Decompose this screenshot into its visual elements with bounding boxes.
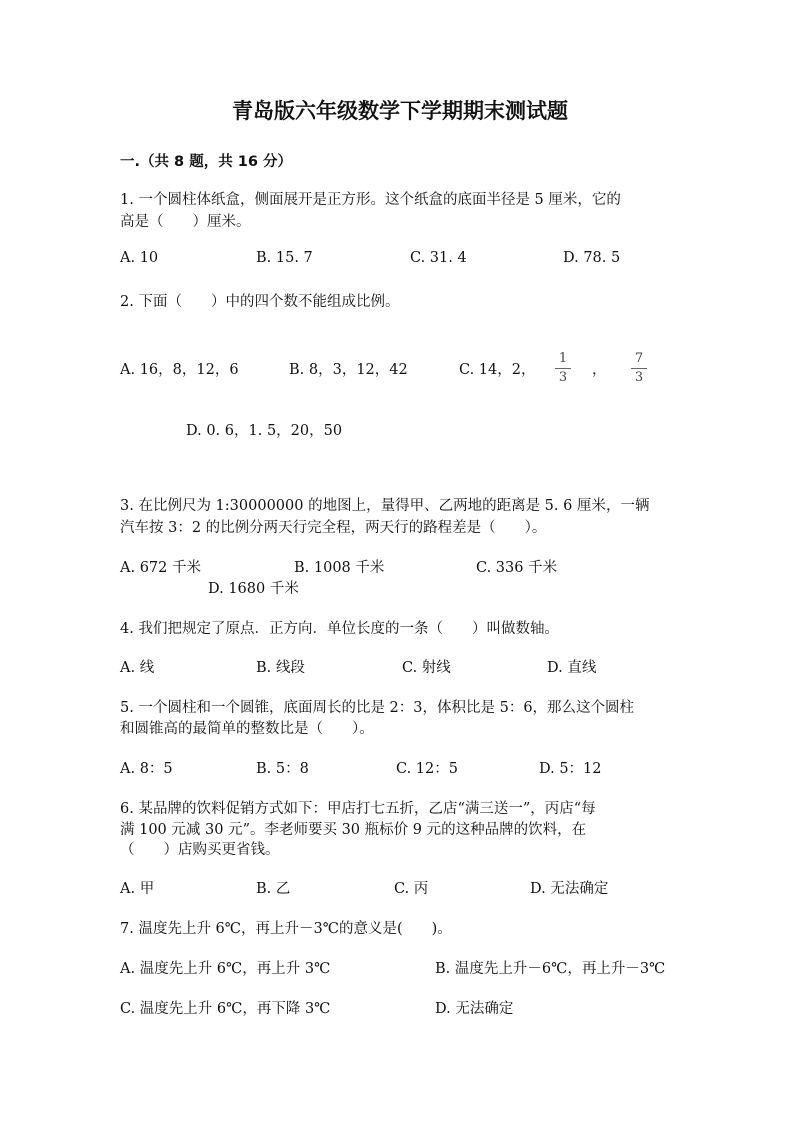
- question-5-line-1: 5. 一个圆柱和一个圆锥，底面周长的比是 2：3，体积比是 5：6，那么这个圆柱: [120, 700, 635, 716]
- question-3-option-b[interactable]: B. 1008 千米: [294, 560, 385, 576]
- fraction-denominator: 3: [558, 370, 568, 385]
- question-4-option-c[interactable]: C. 射线: [402, 660, 451, 676]
- question-1-option-a[interactable]: A. 10: [120, 250, 159, 266]
- question-6-line-3: （ ）店购买更省钱。: [120, 842, 280, 858]
- question-4-option-a[interactable]: A. 线: [120, 660, 155, 676]
- question-5-option-a[interactable]: A. 8：5: [120, 761, 173, 777]
- question-2-option-b[interactable]: B. 8，3，12，42: [289, 362, 408, 378]
- question-5-option-b[interactable]: B. 5：8: [256, 761, 309, 777]
- question-7-line-1: 7. 温度先上升 6℃，再上升－3℃的意义是( )。: [120, 921, 452, 937]
- question-5-option-c[interactable]: C. 12：5: [396, 761, 458, 777]
- question-6-option-a[interactable]: A. 甲: [120, 881, 155, 897]
- question-4-option-b[interactable]: B. 线段: [256, 660, 305, 676]
- fraction-bar: [555, 368, 571, 369]
- fraction-denominator: 3: [634, 370, 644, 385]
- question-3-option-c[interactable]: C. 336 千米: [476, 560, 558, 576]
- question-1-option-d[interactable]: D. 78. 5: [563, 250, 621, 266]
- question-2-option-c[interactable]: C. 14，2，: [459, 362, 536, 378]
- question-6-option-b[interactable]: B. 乙: [256, 881, 291, 897]
- fraction-one-third: [555, 352, 571, 385]
- question-6-line-1: 6. 某品牌的饮料促销方式如下：甲店打七五折，乙店“满三送一”，丙店“每: [120, 801, 596, 817]
- fraction-numerator: 1: [558, 351, 568, 366]
- section-heading: 一.（共 8 题，共 16 分）: [120, 154, 292, 170]
- fraction-separator: ，: [592, 362, 607, 378]
- question-4-line-1: 4. 我们把规定了原点．正方向．单位长度的一条（ ）叫做数轴。: [120, 621, 559, 637]
- question-2-line-1: 2. 下面（ ）中的四个数不能组成比例。: [120, 294, 400, 310]
- question-5-line-2: 和圆锥高的最简单的整数比是（ ）。: [120, 721, 374, 737]
- question-7-option-c[interactable]: C. 温度先上升 6℃，再下降 3℃: [120, 1001, 331, 1017]
- question-6-option-c[interactable]: C. 丙: [394, 881, 429, 897]
- question-2-option-d[interactable]: D. 0. 6，1. 5，20，50: [186, 423, 343, 439]
- question-1-line-2: 高是（ ）厘米。: [120, 214, 251, 230]
- question-3-line-2: 汽车按 3：2 的比例分两天行完全程，两天行的路程差是（ ）。: [120, 520, 547, 536]
- question-1-option-c[interactable]: C. 31. 4: [410, 250, 467, 266]
- page-title: 青岛版六年级数学下学期期末测试题: [232, 99, 568, 123]
- question-3-line-1: 3. 在比例尺为 1:30000000 的地图上，量得甲、乙两地的距离是 5. 6 厘米，一辆: [120, 498, 650, 514]
- question-7-option-b[interactable]: B. 温度先上升－6℃，再上升－3℃: [435, 961, 666, 977]
- fraction-seven-thirds: [631, 352, 647, 385]
- question-7-option-a[interactable]: A. 温度先上升 6℃，再上升 3℃: [120, 961, 331, 977]
- question-3-option-a[interactable]: A. 672 千米: [120, 560, 201, 576]
- question-1-option-b[interactable]: B. 15. 7: [256, 250, 313, 266]
- question-6-option-d[interactable]: D. 无法确定: [530, 881, 609, 897]
- fraction-bar: [631, 368, 647, 369]
- question-5-option-d[interactable]: D. 5：12: [539, 761, 602, 777]
- question-3-option-d[interactable]: D. 1680 千米: [208, 581, 299, 597]
- fraction-numerator: 7: [634, 351, 644, 366]
- question-6-line-2: 满 100 元减 30 元”。李老师要买 30 瓶标价 9 元的这种品牌的饮料，在: [120, 822, 587, 838]
- question-4-option-d[interactable]: D. 直线: [547, 660, 597, 676]
- question-2-option-a[interactable]: A. 16，8，12，6: [120, 362, 239, 378]
- question-1-line-1: 1. 一个圆柱体纸盒，侧面展开是正方形。这个纸盒的底面半径是 5 厘米，它的: [120, 192, 621, 208]
- question-7-option-d[interactable]: D. 无法确定: [435, 1001, 514, 1017]
